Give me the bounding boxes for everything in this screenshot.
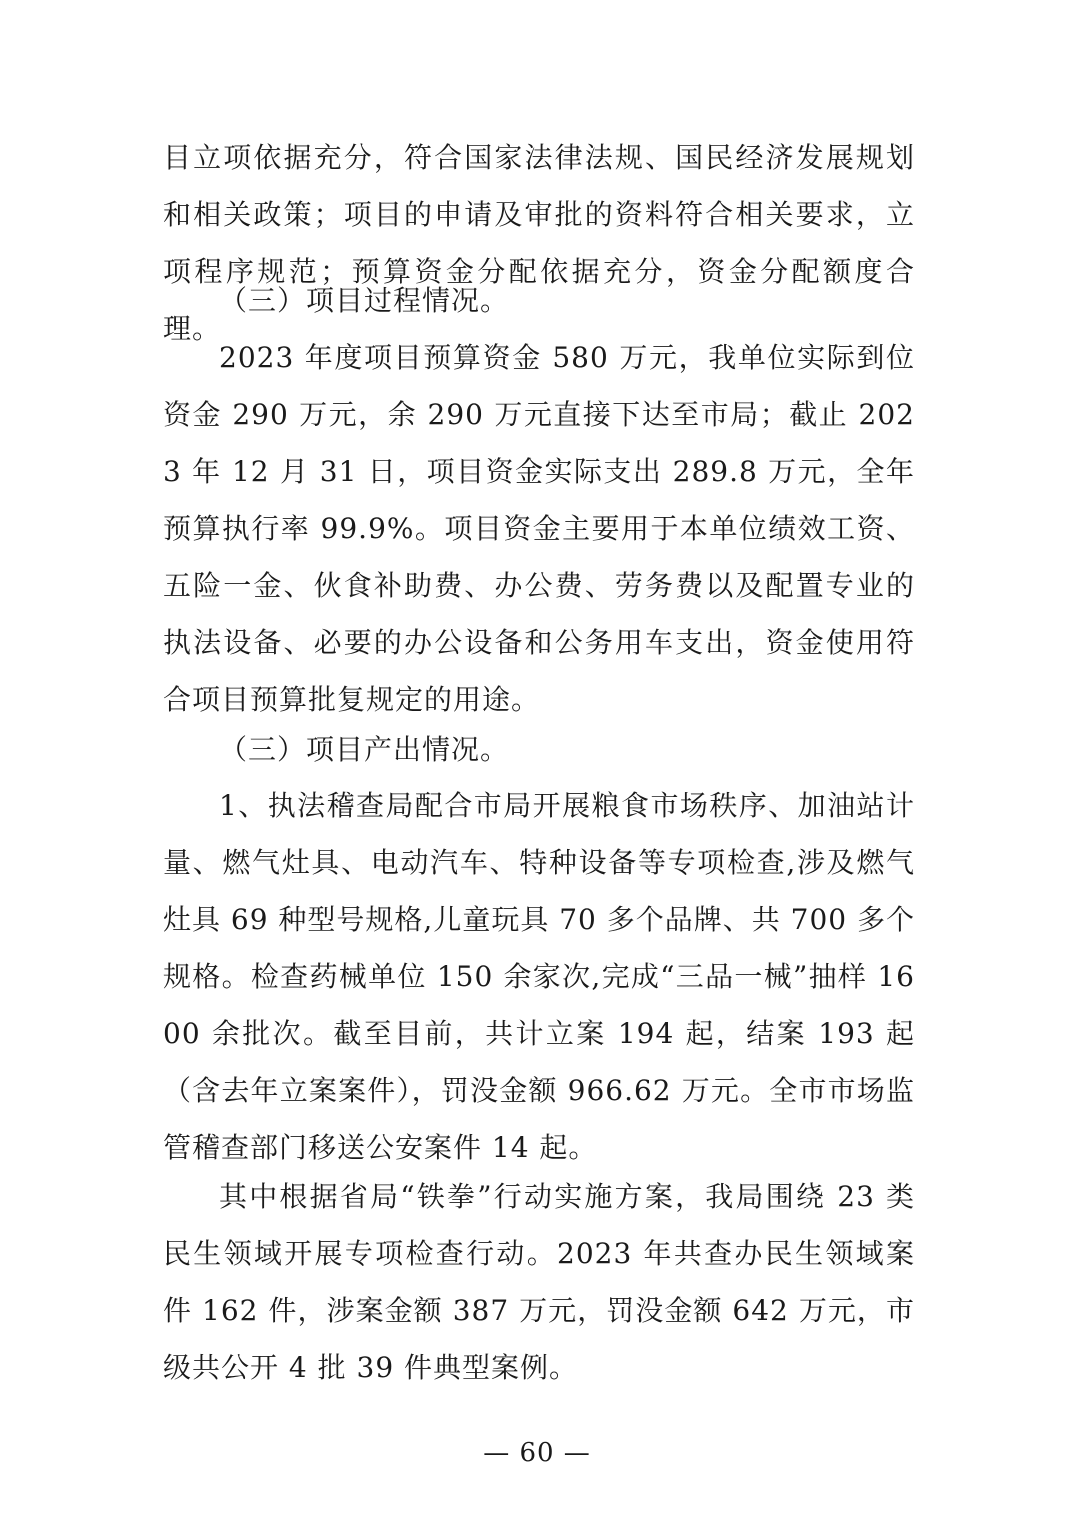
section-heading-process <box>163 272 915 329</box>
section-heading-text: （三）项目过程情况。 <box>219 284 510 317</box>
section-heading-text: （三）项目产出情况。 <box>219 733 510 766</box>
paragraph-text: 2023 年度项目预算资金 580 万元，我单位实际到位资金 290 万元，余 290 万元直接下达至市局；截止 2023 年 12 月 31 日，项目资金实际支出 289.8 万元，全年预算执行率 99.9%。项目资金主要用于本单位绩效工资、五险一金、伙食补助费、办公费、劳务费以及配置专业的执法设备、必要的办公设备和公务用车支出，资金使用符合项目预算批复规定的用途。 <box>163 341 915 716</box>
paragraph-budget-execution <box>163 329 915 728</box>
paragraph-iron-fist-action <box>163 1168 915 1396</box>
paragraph-enforcement-inspection <box>163 777 915 1176</box>
page-number: — 60 — <box>483 1438 591 1468</box>
paragraph-text: 目立项依据充分，符合国家法律法规、国民经济发展规划和相关政策；项目的申请及审批的资料符合相关要求，立项程序规范；预算资金分配依据充分，资金分配额度合理。 <box>163 141 915 345</box>
paragraph-text: 其中根据省局“铁拳”行动实施方案，我局围绕 23 类民生领域开展专项检查行动。2023 年共查办民生领域案件 162 件，涉案金额 387 万元，罚没金额 642 万元，市级共公开 4 批 39 件典型案例。 <box>163 1180 915 1384</box>
paragraph-text: 1、执法稽查局配合市局开展粮食市场秩序、加油站计量、燃气灶具、电动汽车、特种设备等专项检查,涉及燃气灶具 69 种型号规格,儿童玩具 70 多个品牌、共 700 多个规格。检查药械单位 150 余家次,完成“三品一械”抽样 1600 余批次。截至目前，共计立案 194 起，结案 193 起（含去年立案案件），罚没金额 966.62 万元。全市市场监管稽查部门移送公安案件 14 起。 <box>163 789 916 1164</box>
section-heading-output <box>163 721 915 778</box>
